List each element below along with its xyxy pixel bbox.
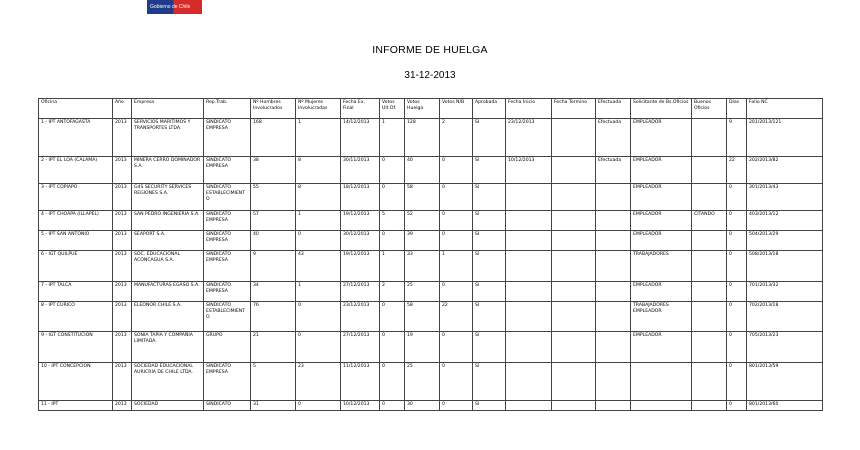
table-cell: SINDICATO EMPRESA (204, 211, 251, 231)
column-header: Solicitante de Bs.Oficios (631, 99, 692, 119)
table-cell: 801/2013/60 (747, 401, 823, 411)
table-cell: SINDICATO ESTABLECIMIENTO (204, 302, 251, 332)
table-cell: SINDICATO (204, 401, 251, 411)
table-cell: SI (473, 363, 506, 401)
table-cell (552, 157, 596, 184)
table-cell (552, 251, 596, 282)
table-cell: 3 - IPT COPIAPO (39, 184, 113, 211)
table-row (39, 119, 823, 157)
table-cell: SAN PEDRO INGENIERIA S.A. (132, 211, 204, 231)
column-header: Empresa (132, 99, 204, 119)
column-header: Nº Hombres Involucrados (251, 99, 296, 119)
table-cell: SINDICATO EMPRESA (204, 251, 251, 282)
table-cell: 55 (251, 184, 296, 211)
table-cell (552, 302, 596, 332)
table-cell: 202/2013/82 (747, 157, 823, 184)
table-row (39, 282, 823, 302)
table-cell (552, 282, 596, 302)
table-cell: 0 (727, 282, 747, 302)
table-cell (596, 302, 631, 332)
table-cell: 30/11/2013 (341, 157, 380, 184)
column-header: Votos N/B (440, 99, 473, 119)
table-cell: 10/12/2013 (506, 157, 552, 184)
table-cell (552, 363, 596, 401)
table-cell: 0 (440, 401, 473, 411)
table-cell: SOCIEDAD (132, 401, 204, 411)
table-cell (692, 282, 727, 302)
table-cell: 23 (296, 363, 341, 401)
table-cell: 702/2013/18 (747, 302, 823, 332)
column-header: Votos Ult.Of. (380, 99, 405, 119)
table-cell: 0 (296, 332, 341, 363)
table-cell: 1 (380, 251, 405, 282)
table-cell: 40 (251, 231, 296, 251)
table-cell: 18/12/2013 (341, 184, 380, 211)
table-cell: 8 - IPT CURICO (39, 302, 113, 332)
table-cell: 58 (405, 184, 440, 211)
table-cell: 0 (440, 231, 473, 251)
table-cell: 43 (296, 251, 341, 282)
table-cell: Efectuada (596, 157, 631, 184)
table-cell: 2013 (113, 184, 132, 211)
table-cell: SINDICATO EMPRESA (204, 231, 251, 251)
table-cell: SINDICATO EMPRESA (204, 282, 251, 302)
table-cell: 11 - IPT (39, 401, 113, 411)
table-cell: G4S SECURITY SERVICES REGIONES S.A. (132, 184, 204, 211)
table-cell: SONIA TAPIA Y COMPAÑIA LIMITADA. (132, 332, 204, 363)
table-cell: 301/2013/43 (747, 184, 823, 211)
table-cell: SI (473, 251, 506, 282)
table-cell: 1 - IPT ANTOFAGASTA (39, 119, 113, 157)
table-cell: 2 (440, 119, 473, 157)
table-cell: SI (473, 401, 506, 411)
table-cell: 0 (440, 282, 473, 302)
table-cell: 57 (251, 211, 296, 231)
table-cell: EMPLEADOR (631, 332, 692, 363)
table-cell: EMPLEADOR (631, 119, 692, 157)
table-cell: 10 - IPT CONCEPCION (39, 363, 113, 401)
table-cell: 168 (251, 119, 296, 157)
table-cell: 0 (727, 184, 747, 211)
table-cell: MINERA CERRO DOMINADOR S.A. (132, 157, 204, 184)
table-cell: 52 (405, 211, 440, 231)
table-cell: 2013 (113, 157, 132, 184)
table-cell (596, 211, 631, 231)
table-cell: 2013 (113, 251, 132, 282)
table-cell: SI (473, 302, 506, 332)
column-header: Aprobada (473, 99, 506, 119)
table-cell: 25 (405, 282, 440, 302)
table-cell (596, 332, 631, 363)
table-cell: 8 (296, 184, 341, 211)
table-cell: 0 (380, 184, 405, 211)
table-cell: TRABAJADORES (631, 251, 692, 282)
column-header: Días (727, 99, 747, 119)
table-cell: 9 (251, 251, 296, 282)
table-cell (692, 302, 727, 332)
table-cell (692, 363, 727, 401)
table-cell: TRABAJADORES EMPLEADOR (631, 302, 692, 332)
table-cell: 0 (727, 211, 747, 231)
table-cell (596, 251, 631, 282)
table-cell: SI (473, 282, 506, 302)
table-cell: SI (473, 332, 506, 363)
table-cell: 30/12/2013 (341, 231, 380, 251)
table-cell: 1 (296, 282, 341, 302)
table-cell: 2 (380, 282, 405, 302)
table-cell: EMPLEADOR (631, 157, 692, 184)
table-cell: 2013 (113, 363, 132, 401)
table-cell: 0 (727, 231, 747, 251)
column-header: Efectuada (596, 99, 631, 119)
table-cell: 58 (405, 302, 440, 332)
table-cell (596, 184, 631, 211)
table-cell: 0 (727, 302, 747, 332)
table-cell: 0 (380, 363, 405, 401)
table-cell: 0 (296, 401, 341, 411)
table-cell: 705/2013/23 (747, 332, 823, 363)
table-cell (692, 231, 727, 251)
table-cell: 403/2013/12 (747, 211, 823, 231)
table-cell: 0 (727, 401, 747, 411)
table-cell: 2013 (113, 211, 132, 231)
table-cell: SI (473, 184, 506, 211)
table-cell: 2013 (113, 332, 132, 363)
table-cell (631, 363, 692, 401)
table-cell (596, 231, 631, 251)
table-cell: 2013 (113, 302, 132, 332)
table-cell (692, 251, 727, 282)
table-row (39, 251, 823, 282)
table-cell: 2013 (113, 119, 132, 157)
table-cell (506, 363, 552, 401)
table-cell: 5 (251, 363, 296, 401)
column-header: Buenos Oficios (692, 99, 727, 119)
table-cell (596, 401, 631, 411)
table-cell: 22 (727, 157, 747, 184)
table-cell (692, 157, 727, 184)
table-cell (552, 119, 596, 157)
table-cell: SI (473, 211, 506, 231)
table-cell: 508/2013/18 (747, 251, 823, 282)
table-cell: Efectuada (596, 119, 631, 157)
table-cell: 19 (405, 332, 440, 363)
table-cell: 0 (440, 184, 473, 211)
column-header: Año (113, 99, 132, 119)
table-cell (596, 282, 631, 302)
table-cell: EMPLEADOR (631, 231, 692, 251)
table-cell: 10/12/2013 (341, 401, 380, 411)
table-cell: 31 (251, 401, 296, 411)
table-cell: 11/12/2013 (341, 363, 380, 401)
table-cell: 0 (440, 211, 473, 231)
column-header: Fecha Inicio (506, 99, 552, 119)
table-cell: 1 (440, 251, 473, 282)
table-cell: 76 (251, 302, 296, 332)
table-cell (506, 251, 552, 282)
table-cell: 8 (296, 157, 341, 184)
table-row (39, 401, 823, 411)
table-cell: 1 (296, 211, 341, 231)
table-cell: SEAPORT S.A. (132, 231, 204, 251)
table-cell: SOC. EDUCACIONAL ACONCAGUA S.A. (132, 251, 204, 282)
report-title: INFORME DE HUELGA (372, 44, 488, 56)
table-cell: 27/12/2013 (341, 282, 380, 302)
table-cell: 22 (440, 302, 473, 332)
table-cell: GRUPO (204, 332, 251, 363)
table-cell (552, 211, 596, 231)
table-cell: 504/2013/29 (747, 231, 823, 251)
table-cell: SI (473, 119, 506, 157)
table-cell: 801/2013/59 (747, 363, 823, 401)
table-cell: 33 (405, 251, 440, 282)
table-cell: 9 - IGT CONSTITUCION (39, 332, 113, 363)
table-cell: 19/12/2013 (341, 251, 380, 282)
table-cell: SINDICATO EMPRESA (204, 119, 251, 157)
column-header: Fecha Termino (552, 99, 596, 119)
table-cell: SINDICATO EMPRESA (204, 157, 251, 184)
table-cell: CITANDO (692, 211, 727, 231)
table-cell (692, 184, 727, 211)
table-cell (552, 184, 596, 211)
table-cell: 34 (251, 282, 296, 302)
table-cell (506, 211, 552, 231)
table-cell: SINDICATO EMPRESA (204, 363, 251, 401)
table-cell: 0 (380, 332, 405, 363)
table-cell: 0 (296, 231, 341, 251)
strike-report-table (38, 98, 823, 411)
table-cell (631, 401, 692, 411)
table-cell (552, 401, 596, 411)
table-cell (506, 332, 552, 363)
table-cell (506, 231, 552, 251)
table-cell: 2013 (113, 401, 132, 411)
table-cell: SINDICATO ESTABLECIMIENTO (204, 184, 251, 211)
table-cell: 21 (251, 332, 296, 363)
table-cell: 19/12/2013 (341, 211, 380, 231)
table-row (39, 363, 823, 401)
column-header: Oficina (39, 99, 113, 119)
table-cell: 6 - IGT QUILPUE (39, 251, 113, 282)
table-cell: SERVICIOS MARITIMOS Y TRANSPORTES LTDA. (132, 119, 204, 157)
table-cell: 5 - IPT SAN ANTONIO (39, 231, 113, 251)
table-cell: 23/12/2013 (341, 302, 380, 332)
table-row (39, 184, 823, 211)
table-cell: 0 (440, 332, 473, 363)
table-cell: 128 (405, 119, 440, 157)
table-cell (692, 401, 727, 411)
table-cell: 0 (440, 363, 473, 401)
table-cell: 2 - IPT EL LOA (CALAMA) (39, 157, 113, 184)
table-cell: ELEONOR CHILE S.A. (132, 302, 204, 332)
table-row (39, 157, 823, 184)
table-cell: 0 (380, 401, 405, 411)
table-cell: 39 (405, 231, 440, 251)
table-row (39, 211, 823, 231)
column-header: Rep.Trab. (204, 99, 251, 119)
table-cell (506, 282, 552, 302)
table-cell: SOCIEDAD EDUCACIONAL AURICRIA DE CHILE LTDA. (132, 363, 204, 401)
column-header: Fecha Ex. Final (341, 99, 380, 119)
table-cell: 7 - IPT TALCA (39, 282, 113, 302)
table-cell: 1 (380, 119, 405, 157)
table-cell: 0 (727, 332, 747, 363)
table-cell: 2013 (113, 231, 132, 251)
logo-text: Gobierno de Chile (150, 4, 191, 10)
table-cell (692, 119, 727, 157)
table-cell: 30 (405, 401, 440, 411)
table-cell: EMPLEADOR (631, 282, 692, 302)
table-cell: 9 (727, 119, 747, 157)
table-cell: 0 (727, 251, 747, 282)
table-cell: 2013 (113, 282, 132, 302)
table-cell (692, 332, 727, 363)
table-cell: 40 (405, 157, 440, 184)
table-cell: MANUFACTURAS EGASO S.A. (132, 282, 204, 302)
table-cell (506, 401, 552, 411)
table-row (39, 302, 823, 332)
table-cell: 23/12/2013 (506, 119, 552, 157)
column-header: Nº Mujeres Involucradas (296, 99, 341, 119)
report-date: 31-12-2013 (404, 70, 456, 81)
table-cell (552, 231, 596, 251)
table-cell: 5 (380, 211, 405, 231)
table-cell: SI (473, 157, 506, 184)
table-cell: 25 (405, 363, 440, 401)
table-cell: 0 (296, 302, 341, 332)
table-cell: EMPLEADOR (631, 211, 692, 231)
table-cell: 0 (440, 157, 473, 184)
table-cell: 201/2013/121 (747, 119, 823, 157)
table-header-row (39, 99, 823, 119)
column-header: Votos Huelga (405, 99, 440, 119)
table-cell: 0 (380, 157, 405, 184)
table-row (39, 231, 823, 251)
table-row (39, 332, 823, 363)
table-cell: 0 (380, 231, 405, 251)
table-cell: EMPLEADOR (631, 184, 692, 211)
table-cell: 38 (251, 157, 296, 184)
table-cell: 4 - IPT CHOAPA (ILLAPEL) (39, 211, 113, 231)
table-cell: SI (473, 231, 506, 251)
table-cell: 27/12/2013 (341, 332, 380, 363)
table-cell (506, 184, 552, 211)
table-cell (596, 363, 631, 401)
table-cell (506, 302, 552, 332)
table-cell: 0 (727, 363, 747, 401)
table-cell: 14/12/2013 (341, 119, 380, 157)
column-header: Folio NC (747, 99, 823, 119)
table-cell: 1 (296, 119, 341, 157)
table-cell: 0 (380, 302, 405, 332)
table-cell: 701/2013/32 (747, 282, 823, 302)
table-cell (552, 332, 596, 363)
